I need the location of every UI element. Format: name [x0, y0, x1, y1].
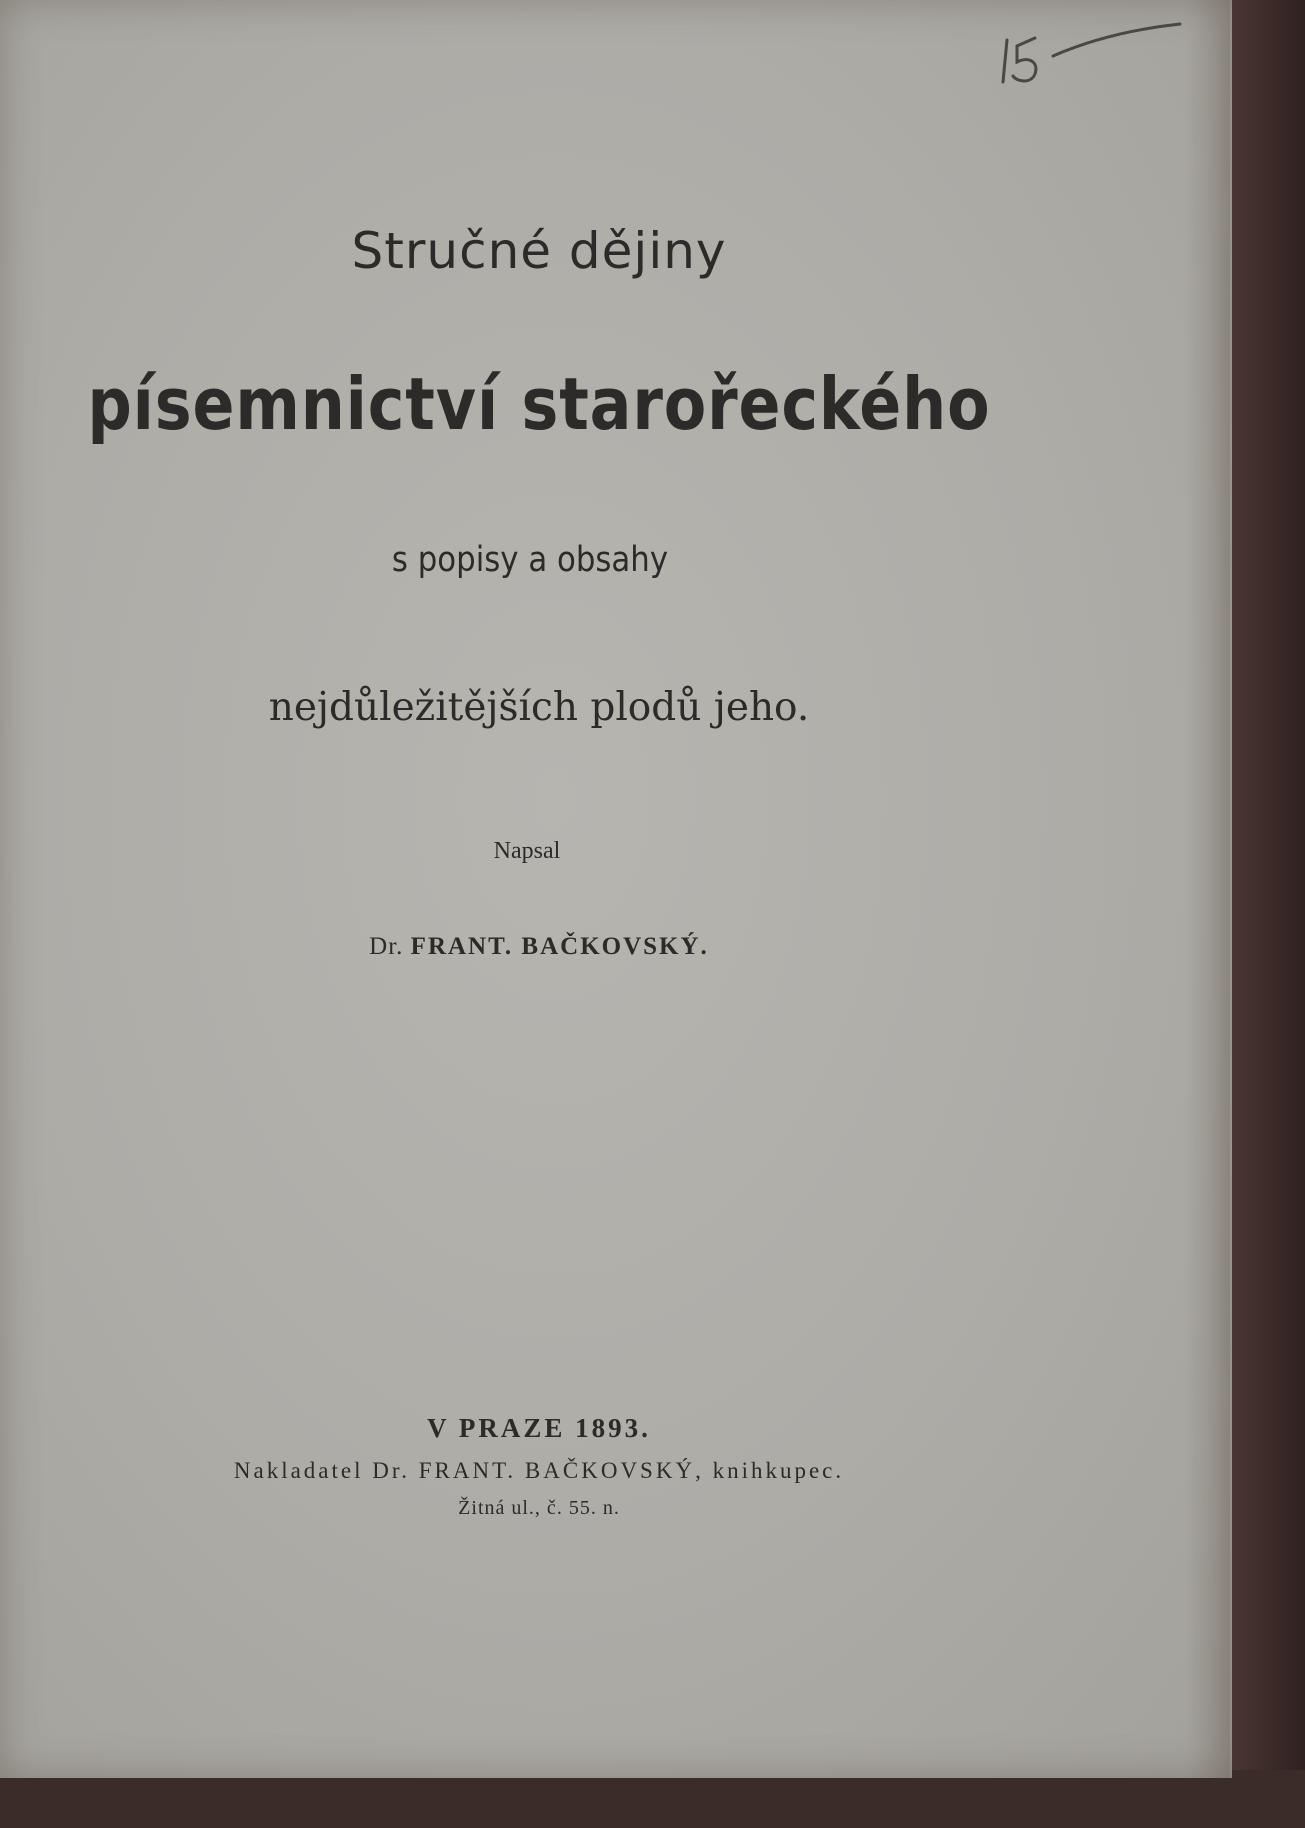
- imprint-publisher: Nakladatel Dr. FRANT. BAČKOVSKÝ, knihkupec.: [233, 1458, 845, 1483]
- subtitle-line-2: nejdůležitějších plodů jeho.: [268, 685, 810, 730]
- page-edge-shading: [1185, 0, 1230, 1778]
- imprint-address: Žitná ul., č. 55. n.: [458, 1497, 620, 1519]
- subtitle-line-1: s popisy a obsahy: [391, 540, 669, 580]
- author-label: Napsal: [493, 838, 561, 864]
- title-line-1: Stručné dějiny: [351, 222, 727, 280]
- background-right-edge: [1230, 0, 1305, 1828]
- handwritten-pencil-mark: [995, 20, 1195, 90]
- author-honorific: Dr.: [369, 933, 404, 960]
- background-bottom-edge: [0, 1770, 1305, 1828]
- title-line-2: písemnictví starořeckého: [87, 362, 991, 446]
- author-name: FRANT. BAČKOVSKÝ.: [410, 933, 709, 960]
- author-line: [0, 933, 1155, 961]
- imprint-place-year: V PRAZE 1893.: [427, 1413, 651, 1443]
